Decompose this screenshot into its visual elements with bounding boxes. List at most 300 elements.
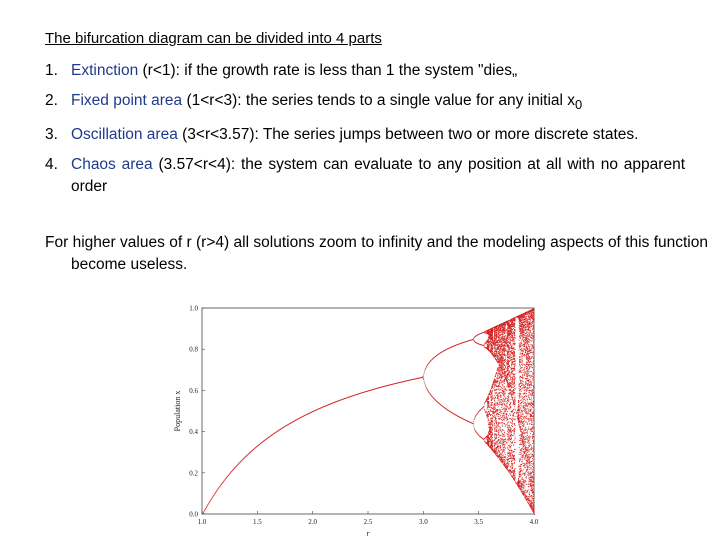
- data-point: [490, 341, 491, 342]
- data-point: [514, 333, 515, 334]
- data-point: [498, 409, 499, 410]
- data-point: [493, 353, 494, 354]
- data-point: [512, 337, 513, 338]
- data-point: [205, 509, 206, 510]
- data-point: [507, 468, 508, 469]
- data-point: [514, 330, 515, 331]
- data-point: [510, 390, 511, 391]
- data-point: [495, 358, 496, 359]
- data-point: [520, 470, 521, 471]
- data-point: [504, 396, 505, 397]
- data-point: [508, 440, 509, 441]
- data-point: [524, 371, 525, 372]
- data-point: [512, 426, 513, 427]
- data-point: [497, 452, 498, 453]
- data-point: [504, 412, 505, 413]
- data-point: [497, 333, 498, 334]
- data-point: [524, 491, 525, 492]
- data-point: [524, 459, 525, 460]
- data-point: [518, 414, 519, 415]
- data-point: [527, 314, 528, 315]
- data-point: [496, 437, 497, 438]
- data-point: [499, 426, 500, 427]
- data-point: [505, 464, 506, 465]
- data-point: [524, 344, 525, 345]
- data-point: [473, 421, 474, 422]
- data-point: [526, 437, 527, 438]
- data-point: [502, 351, 503, 352]
- data-point: [487, 439, 488, 440]
- data-point: [512, 346, 513, 347]
- data-point: [521, 438, 522, 439]
- data-point: [513, 473, 514, 474]
- data-point: [525, 324, 526, 325]
- data-point: [497, 340, 498, 341]
- data-point: [509, 455, 510, 456]
- data-point: [492, 434, 493, 435]
- data-point: [501, 407, 502, 408]
- data-point: [522, 362, 523, 363]
- item-subscript: 0: [575, 97, 583, 113]
- data-point: [511, 333, 512, 334]
- data-point: [498, 334, 499, 335]
- data-point: [521, 420, 522, 421]
- data-point: [524, 393, 525, 394]
- data-point: [521, 335, 522, 336]
- data-point: [521, 403, 522, 404]
- data-point: [520, 440, 521, 441]
- data-point: [524, 397, 525, 398]
- data-point: [514, 383, 515, 384]
- data-point: [511, 369, 512, 370]
- data-point: [502, 325, 503, 326]
- data-point: [514, 347, 515, 348]
- data-point: [512, 463, 513, 464]
- data-point: [499, 352, 500, 353]
- data-point: [497, 336, 498, 337]
- data-point: [508, 464, 509, 465]
- data-point: [519, 394, 520, 395]
- data-point: [525, 395, 526, 396]
- data-point: [499, 383, 500, 384]
- data-point: [523, 417, 524, 418]
- data-point: [509, 413, 510, 414]
- data-point: [524, 373, 525, 374]
- data-point: [513, 322, 514, 323]
- data-point: [503, 415, 504, 416]
- data-point: [515, 471, 516, 472]
- data-point: [499, 338, 500, 339]
- y-tick-label: 0.6: [189, 386, 198, 395]
- data-point: [509, 433, 510, 434]
- data-point: [507, 359, 508, 360]
- data-point: [512, 384, 513, 385]
- data-point: [499, 450, 500, 451]
- data-point: [505, 375, 506, 376]
- data-point: [521, 372, 522, 373]
- data-point: [499, 439, 500, 440]
- data-point: [522, 485, 523, 486]
- data-point: [518, 405, 519, 406]
- data-point: [522, 435, 523, 436]
- data-point: [489, 443, 490, 444]
- data-point: [524, 405, 525, 406]
- data-point: [511, 350, 512, 351]
- data-point: [525, 408, 526, 409]
- data-point: [508, 396, 509, 397]
- data-point: [527, 390, 528, 391]
- data-point: [505, 341, 506, 342]
- data-point: [505, 342, 506, 343]
- data-point: [513, 413, 514, 414]
- data-point: [506, 463, 507, 464]
- data-point: [521, 353, 522, 354]
- data-point: [522, 335, 523, 336]
- data-point: [495, 408, 496, 409]
- data-point: [500, 354, 501, 355]
- data-point: [526, 332, 527, 333]
- data-point: [523, 436, 524, 437]
- data-point: [489, 401, 490, 402]
- data-point: [503, 332, 504, 333]
- bullet-list: [45, 60, 685, 206]
- data-point: [504, 415, 505, 416]
- data-point: [495, 338, 496, 339]
- data-point: [493, 449, 494, 450]
- data-point: [525, 387, 526, 388]
- data-point: [498, 425, 499, 426]
- data-point: [507, 466, 508, 467]
- data-point: [206, 507, 207, 508]
- data-point: [492, 392, 493, 393]
- data-point: [524, 445, 525, 446]
- data-point: [503, 358, 504, 359]
- data-point: [522, 445, 523, 446]
- data-point: [503, 455, 504, 456]
- data-point: [495, 407, 496, 408]
- data-point: [499, 335, 500, 336]
- data-point: [525, 373, 526, 374]
- data-point: [511, 372, 512, 373]
- data-point: [523, 479, 524, 480]
- data-point: [210, 501, 211, 502]
- data-point: [496, 433, 497, 434]
- data-point: [503, 362, 504, 363]
- data-point: [523, 487, 524, 488]
- data-point: [508, 341, 509, 342]
- data-point: [504, 432, 505, 433]
- data-point: [491, 438, 492, 439]
- data-point: [506, 360, 507, 361]
- data-point: [515, 416, 516, 417]
- data-point: [527, 399, 528, 400]
- data-point: [515, 377, 516, 378]
- data-point: [524, 475, 525, 476]
- data-point: [213, 495, 214, 496]
- data-point: [492, 424, 493, 425]
- data-point: [525, 439, 526, 440]
- data-point: [505, 418, 506, 419]
- data-point: [520, 333, 521, 334]
- data-point: [499, 419, 500, 420]
- data-point: [504, 354, 505, 355]
- data-point: [523, 340, 524, 341]
- data-point: [425, 384, 426, 385]
- data-point: [474, 429, 475, 430]
- data-point: [494, 407, 495, 408]
- data-point: [524, 367, 525, 368]
- data-point: [522, 428, 523, 429]
- data-point: [498, 343, 499, 344]
- data-point: [526, 404, 527, 405]
- plot-frame: [202, 308, 534, 514]
- data-point: [208, 503, 209, 504]
- data-point: [495, 417, 496, 418]
- data-point: [498, 399, 499, 400]
- data-point: [485, 401, 486, 402]
- data-point: [498, 393, 499, 394]
- data-point: [511, 386, 512, 387]
- data-point: [520, 389, 521, 390]
- data-point: [520, 335, 521, 336]
- data-point: [524, 492, 525, 493]
- data-point: [493, 398, 494, 399]
- data-point: [507, 355, 508, 356]
- data-point: [506, 379, 507, 380]
- data-point: [505, 454, 506, 455]
- data-point: [519, 475, 520, 476]
- data-point: [508, 347, 509, 348]
- data-point: [500, 327, 501, 328]
- y-tick-label: 0.0: [189, 510, 198, 519]
- data-point: [500, 447, 501, 448]
- data-point: [491, 388, 492, 389]
- data-point: [526, 387, 527, 388]
- data-point: [502, 334, 503, 335]
- data-point: [520, 379, 521, 380]
- data-point: [521, 411, 522, 412]
- data-point: [502, 439, 503, 440]
- data-point: [507, 382, 508, 383]
- data-point: [512, 421, 513, 422]
- data-point: [209, 502, 210, 503]
- data-point: [511, 381, 512, 382]
- data-point: [491, 341, 492, 342]
- data-point: [523, 397, 524, 398]
- data-point: [508, 395, 509, 396]
- data-point: [489, 420, 490, 421]
- data-point: [485, 412, 486, 413]
- data-point: [489, 435, 490, 436]
- data-point: [525, 417, 526, 418]
- data-point: [526, 478, 527, 479]
- data-point: [475, 431, 476, 432]
- data-point: [520, 354, 521, 355]
- data-point: [524, 467, 525, 468]
- data-point: [503, 442, 504, 443]
- data-point: [499, 368, 500, 369]
- data-point: [500, 389, 501, 390]
- data-point: [522, 350, 523, 351]
- data-point: [512, 399, 513, 400]
- data-point: [515, 384, 516, 385]
- data-point: [423, 379, 424, 380]
- data-point: [507, 396, 508, 397]
- data-point: [522, 456, 523, 457]
- data-point: [523, 369, 524, 370]
- data-point: [524, 375, 525, 376]
- data-point: [527, 322, 528, 323]
- data-point: [496, 378, 497, 379]
- data-point: [511, 466, 512, 467]
- data-point: [523, 326, 524, 327]
- data-point: [512, 458, 513, 459]
- data-point: [519, 447, 520, 448]
- data-point: [514, 412, 515, 413]
- data-point: [493, 397, 494, 398]
- data-point: [507, 336, 508, 337]
- data-point: [493, 445, 494, 446]
- data-point: [520, 487, 521, 488]
- data-point: [508, 354, 509, 355]
- data-point: [515, 343, 516, 344]
- data-point: [497, 435, 498, 436]
- data-point: [518, 412, 519, 413]
- item-number: 2.: [45, 92, 58, 109]
- data-point: [473, 339, 474, 340]
- data-point: [494, 425, 495, 426]
- data-point: [527, 321, 528, 322]
- data-point: [509, 355, 510, 356]
- data-point: [511, 348, 512, 349]
- data-point: [424, 381, 425, 382]
- data-point: [520, 381, 521, 382]
- data-point: [504, 394, 505, 395]
- data-point: [488, 418, 489, 419]
- data-point: [514, 351, 515, 352]
- data-point: [499, 418, 500, 419]
- data-point: [527, 424, 528, 425]
- data-point: [509, 323, 510, 324]
- data-point: [507, 436, 508, 437]
- data-point: [522, 354, 523, 355]
- data-point: [525, 490, 526, 491]
- data-point: [504, 457, 505, 458]
- data-point: [506, 377, 507, 378]
- data-point: [522, 370, 523, 371]
- data-point: [512, 365, 513, 366]
- data-point: [496, 337, 497, 338]
- data-point: [514, 409, 515, 410]
- data-point: [510, 447, 511, 448]
- data-point: [526, 355, 527, 356]
- data-point: [490, 394, 491, 395]
- data-point: [492, 427, 493, 428]
- data-point: [510, 441, 511, 442]
- data-point: [525, 343, 526, 344]
- data-point: [525, 412, 526, 413]
- y-tick-label: 0.4: [189, 428, 198, 437]
- data-point: [523, 364, 524, 365]
- data-point: [502, 342, 503, 343]
- data-point: [507, 465, 508, 466]
- data-point: [514, 368, 515, 369]
- data-point: [495, 343, 496, 344]
- data-point: [507, 402, 508, 403]
- data-point: [502, 380, 503, 381]
- data-point: [514, 380, 515, 381]
- data-point: [498, 451, 499, 452]
- data-point: [494, 400, 495, 401]
- data-point: [509, 338, 510, 339]
- data-point: [513, 337, 514, 338]
- data-point: [509, 450, 510, 451]
- data-point: [509, 454, 510, 455]
- data-point: [504, 436, 505, 437]
- data-point: [508, 373, 509, 374]
- data-point: [488, 424, 489, 425]
- data-point: [524, 390, 525, 391]
- data-point: [521, 489, 522, 490]
- data-point: [497, 405, 498, 406]
- data-point: [488, 399, 489, 400]
- data-point: [491, 431, 492, 432]
- data-point: [522, 483, 523, 484]
- data-point: [507, 439, 508, 440]
- data-point: [497, 383, 498, 384]
- data-point: [521, 457, 522, 458]
- data-point: [497, 377, 498, 378]
- data-point: [491, 396, 492, 397]
- data-point: [493, 407, 494, 408]
- data-point: [522, 356, 523, 357]
- data-point: [526, 331, 527, 332]
- data-point: [520, 459, 521, 460]
- data-point: [499, 428, 500, 429]
- data-point: [513, 384, 514, 385]
- data-point: [502, 433, 503, 434]
- data-point: [498, 363, 499, 364]
- data-point: [523, 399, 524, 400]
- data-point: [497, 352, 498, 353]
- data-point: [508, 363, 509, 364]
- data-point: [492, 437, 493, 438]
- data-point: [514, 343, 515, 344]
- data-point: [507, 442, 508, 443]
- data-point: [512, 450, 513, 451]
- data-point: [497, 357, 498, 358]
- data-point: [499, 446, 500, 447]
- data-point: [502, 457, 503, 458]
- data-point: [207, 505, 208, 506]
- data-point: [522, 338, 523, 339]
- data-point: [515, 478, 516, 479]
- data-point: [512, 322, 513, 323]
- data-point: [521, 418, 522, 419]
- data-point: [507, 448, 508, 449]
- data-point: [525, 430, 526, 431]
- data-point: [519, 388, 520, 389]
- data-point: [490, 397, 491, 398]
- data-point: [522, 374, 523, 375]
- data-point: [502, 434, 503, 435]
- data-point: [506, 362, 507, 363]
- data-point: [509, 382, 510, 383]
- data-point: [489, 335, 490, 336]
- data-point: [493, 441, 494, 442]
- data-point: [494, 355, 495, 356]
- data-point: [509, 444, 510, 445]
